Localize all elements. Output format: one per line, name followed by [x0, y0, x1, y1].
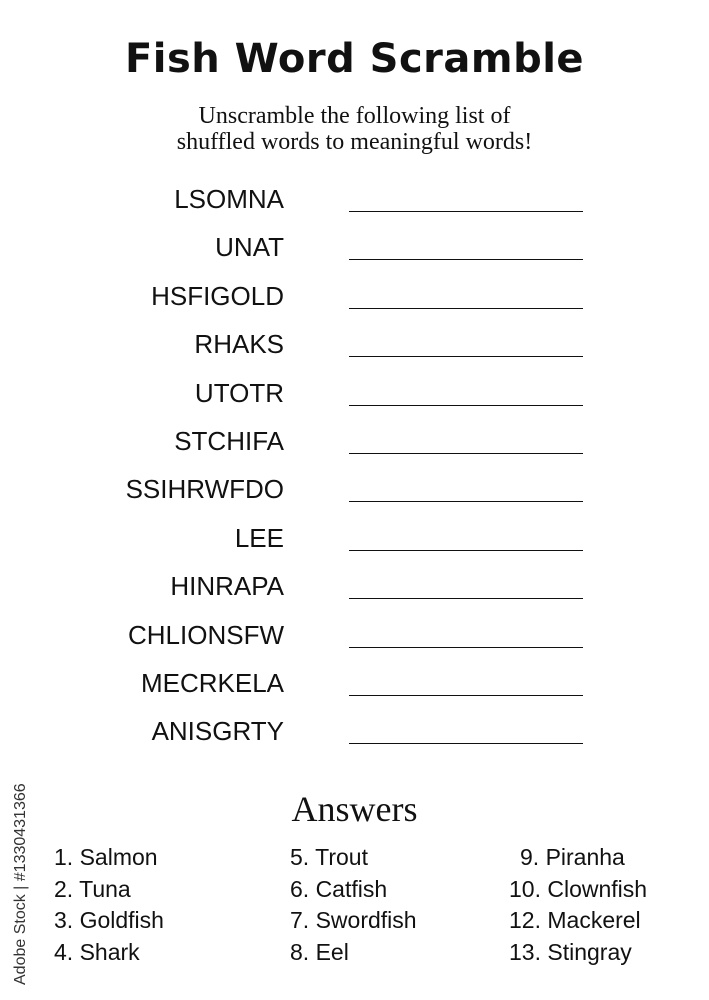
scrambled-word: LEE — [234, 522, 284, 553]
scrambled-word: ANISGRTY — [151, 716, 284, 747]
scrambled-word: HSFIGOLD — [151, 280, 284, 311]
answer-blank-line — [349, 501, 583, 502]
answer-blank-line — [349, 647, 583, 648]
answer-item: 12. Mackerel — [509, 907, 641, 933]
answers-column-3 — [509, 842, 647, 968]
scrambled-word: RHAKS — [194, 329, 284, 360]
answer-item: 9. Piranha — [520, 844, 625, 870]
answer-item: 3. Goldfish — [54, 907, 164, 933]
scramble-row — [0, 470, 709, 518]
answers-column-2 — [290, 842, 417, 968]
scrambled-word: UTOTR — [194, 377, 284, 408]
scramble-row — [0, 664, 709, 712]
scramble-row — [0, 325, 709, 373]
answer-blank-line — [349, 550, 583, 551]
answer-item: 10. Clownfish — [509, 875, 648, 902]
answer-blank-line — [349, 211, 583, 212]
answer-blank-line — [349, 743, 583, 744]
scrambled-word: UNAT — [215, 232, 284, 263]
scramble-row — [0, 277, 709, 325]
answer-blank-line — [349, 453, 583, 454]
answers-heading: Answers — [291, 789, 418, 829]
answer-item: 8. Eel — [290, 938, 349, 965]
scramble-row — [0, 374, 709, 422]
scramble-row — [0, 567, 709, 615]
answer-item: 13. Stingray — [509, 938, 632, 965]
scrambled-word: LSOMNA — [174, 184, 284, 214]
instructions — [0, 103, 709, 155]
stock-id-label: Adobe Stock | #1330431366 — [12, 783, 29, 985]
scrambled-word: STCHIFA — [174, 425, 284, 456]
instructions-line-1: Unscramble the following list of — [198, 103, 511, 129]
answer-item: 1. Salmon — [54, 844, 158, 870]
answer-item: 6. Catfish — [290, 875, 388, 902]
scrambled-word: MECRKELA — [140, 667, 284, 698]
answer-item: 4. Shark — [54, 938, 140, 965]
answer-item: 5. Trout — [290, 844, 368, 870]
answer-blank-line — [349, 695, 583, 696]
scramble-row — [0, 180, 709, 228]
scramble-row — [0, 228, 709, 276]
scramble-row — [0, 422, 709, 470]
scramble-list — [0, 180, 709, 761]
scramble-row — [0, 519, 709, 567]
answer-item: 7. Swordfish — [290, 907, 417, 933]
answer-item: 2. Tuna — [54, 875, 131, 902]
scramble-row — [0, 712, 709, 760]
scrambled-word: HINRAPA — [170, 571, 284, 602]
scrambled-word: CHLIONSFW — [128, 619, 284, 650]
scrambled-word: SSIHRWFDO — [125, 474, 284, 505]
answer-blank-line — [349, 598, 583, 599]
answer-blank-line — [349, 259, 583, 260]
answer-blank-line — [349, 308, 583, 309]
answer-blank-line — [349, 356, 583, 357]
page-title: Fish Word Scramble — [124, 36, 585, 82]
answers-column-1 — [54, 842, 164, 968]
scramble-row — [0, 616, 709, 664]
answer-blank-line — [349, 405, 583, 406]
instructions-line-2: shuffled words to meaningful words! — [176, 129, 533, 155]
